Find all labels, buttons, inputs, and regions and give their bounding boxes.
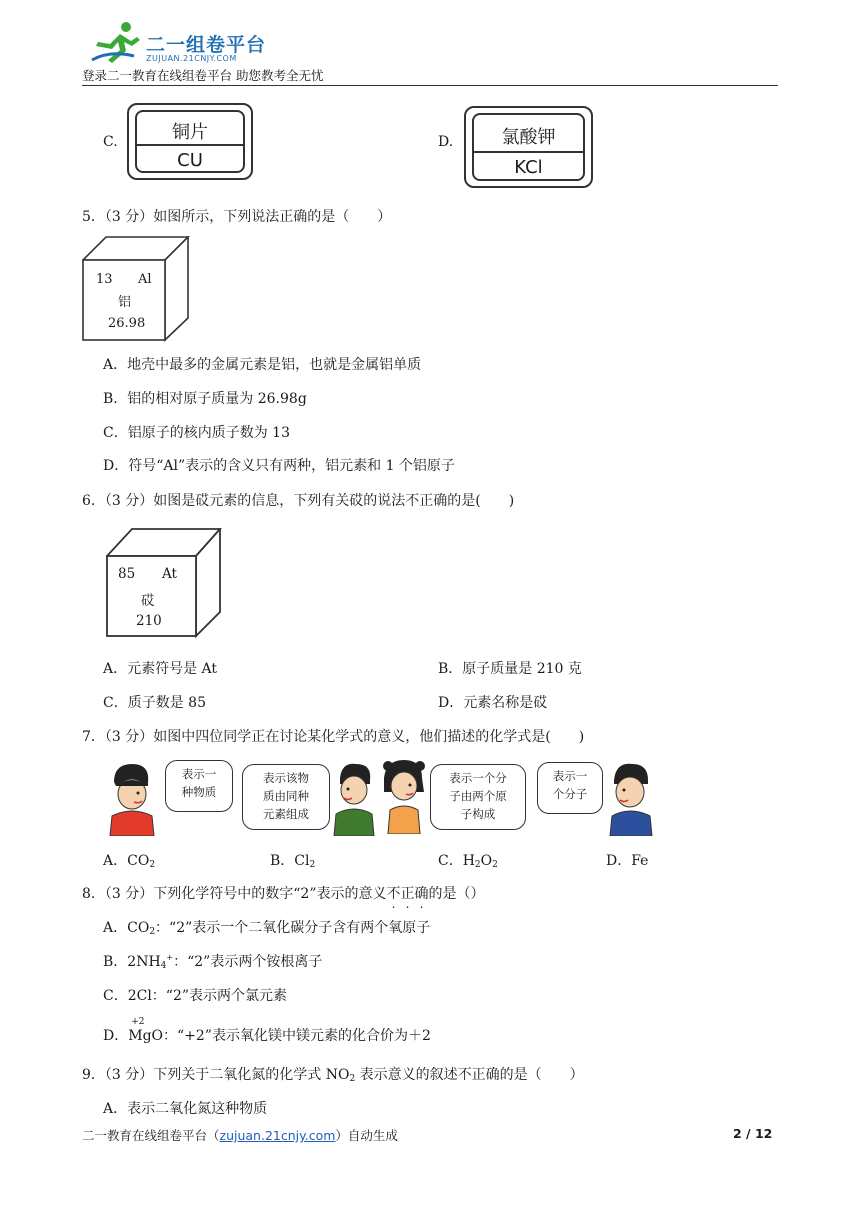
q7-stem: 7．（3 分）如图中四位同学正在讨论某化学式的意义，他们描述的化学式是( ) — [82, 729, 585, 745]
student-3-icon — [378, 758, 430, 834]
q4-d-top-text: 氯酸钾 — [501, 127, 556, 148]
q8-option-d: D． +2 MgO：“+2”表示氧化镁中镁元素的化合价为＋2 — [103, 1017, 431, 1044]
student-4-icon — [606, 760, 656, 836]
q5-element-name: 铝 — [118, 295, 132, 310]
q7-bubble-3 — [430, 764, 526, 830]
page-number: 2 / 12 — [733, 1126, 773, 1141]
q7-option-d: D．Fe — [606, 853, 649, 869]
q5-option-d: D．符号“Al”表示的含义只有两种，铝元素和 1 个铝原子 — [103, 458, 455, 474]
q8-option-a: A．$CO_2$：“2”表示一个二氧化碳分子含有两个氧原子 — [103, 920, 431, 937]
q6-stem: 6．（3 分）如图是砹元素的信息，下列有关砹的说法不正确的是( ) — [82, 493, 515, 509]
q6-option-d: D．元素名称是砹 — [438, 695, 548, 711]
q7-bubble-2 — [242, 764, 330, 830]
q8-stem: 8．（3 分）下列化学符号中的数字“2”表示的意义不正确的是（） — [82, 886, 485, 902]
q8-valence-mark: +2 — [131, 1017, 145, 1027]
q8-option-b: B．$2NH_4^+$：“2”表示两个铵根离子 — [103, 953, 323, 971]
q6-option-c: C．质子数是 85 — [103, 695, 206, 711]
q4-c-top-text: 铜片 — [172, 122, 208, 143]
q5-atomic-mass: 26.98 — [108, 316, 146, 331]
q6-element-name: 砹 — [141, 593, 155, 609]
logo-subtext: ZUJUAN.21CNJY.COM — [146, 54, 237, 63]
q7-bubble-4-text: 表示一 个分子 — [552, 769, 588, 801]
logo — [90, 20, 290, 66]
q8-emphasis-char-2: 正 — [400, 886, 415, 902]
q5-element-card — [82, 236, 190, 342]
q5-atomic-number: 13 — [96, 272, 113, 287]
q4-option-c-label-card — [127, 103, 253, 180]
logo-text: 二一组卷平台 — [146, 34, 267, 56]
q6-cube-outline — [106, 528, 222, 638]
q4-d-divider — [474, 151, 583, 153]
student-2-icon — [332, 760, 376, 836]
q4-d-bottom-text: KCl — [514, 157, 543, 178]
footer-link[interactable]: zujuan.21cnjy.com — [219, 1128, 336, 1143]
q7-illustration — [100, 756, 660, 836]
q7-bubble-2-text: 表示该物 质由同种 元素组成 — [263, 771, 309, 821]
q4-option-d-label-card — [464, 106, 593, 188]
q6-option-a: A．元素符号是 At — [103, 661, 218, 677]
footer-source: 二一教育在线组卷平台（zujuan.21cnjy.com）自动生成 — [82, 1128, 398, 1143]
q4-option-d-label: D. — [438, 134, 454, 150]
q7-option-a: A．$CO_2$ — [103, 853, 156, 870]
q8-option-c: C．2Cl：“2”表示两个氯元素 — [103, 988, 288, 1004]
header-divider — [82, 85, 778, 86]
q7-bubble-3-text: 表示一个分 子由两个原 子构成 — [449, 771, 507, 821]
q4-c-bottom-text: CU — [177, 150, 203, 171]
q6-option-b: B．原子质量是 210 克 — [438, 661, 582, 677]
q8-emphasis-char-1: 不 — [386, 886, 401, 902]
q6-element-symbol: At — [162, 566, 177, 582]
q7-option-b: B．$Cl_2$ — [270, 853, 316, 870]
q7-option-c: C．$H_2O_2$ — [438, 853, 498, 870]
q4-option-c-label: C. — [103, 134, 118, 150]
runner-logo-icon — [90, 20, 148, 64]
q5-option-a: A．地壳中最多的金属元素是铝，也就是金属铝单质 — [103, 357, 422, 373]
student-1-icon — [104, 760, 160, 836]
q5-option-c: C．铝原子的核内质子数为 13 — [103, 425, 290, 441]
q5-stem: 5．（3 分）如图所示，下列说法正确的是（ ） — [82, 209, 392, 225]
header-tagline: 登录二一教育在线组卷平台 助您教考全无忧 — [82, 68, 324, 83]
q6-element-card — [106, 528, 222, 638]
q5-option-b: B．铝的相对原子质量为 26.98g — [103, 391, 307, 407]
q6-atomic-mass: 210 — [136, 613, 162, 629]
q9-option-a: A．表示二氧化氮这种物质 — [103, 1101, 268, 1117]
q6-atomic-number: 85 — [118, 566, 136, 582]
q7-bubble-1-text: 表示一 种物质 — [181, 767, 217, 799]
q9-stem: 9．（3 分）下列关于二氧化氮的化学式 $NO_2$ 表示意义的叙述不正确的是（ ） — [82, 1067, 584, 1084]
q4-c-divider — [137, 144, 243, 146]
q7-bubble-4 — [537, 762, 603, 814]
q5-element-symbol: Al — [138, 272, 152, 287]
q7-bubble-1 — [165, 760, 233, 812]
q8-emphasis-char-3: 确 — [414, 886, 429, 902]
